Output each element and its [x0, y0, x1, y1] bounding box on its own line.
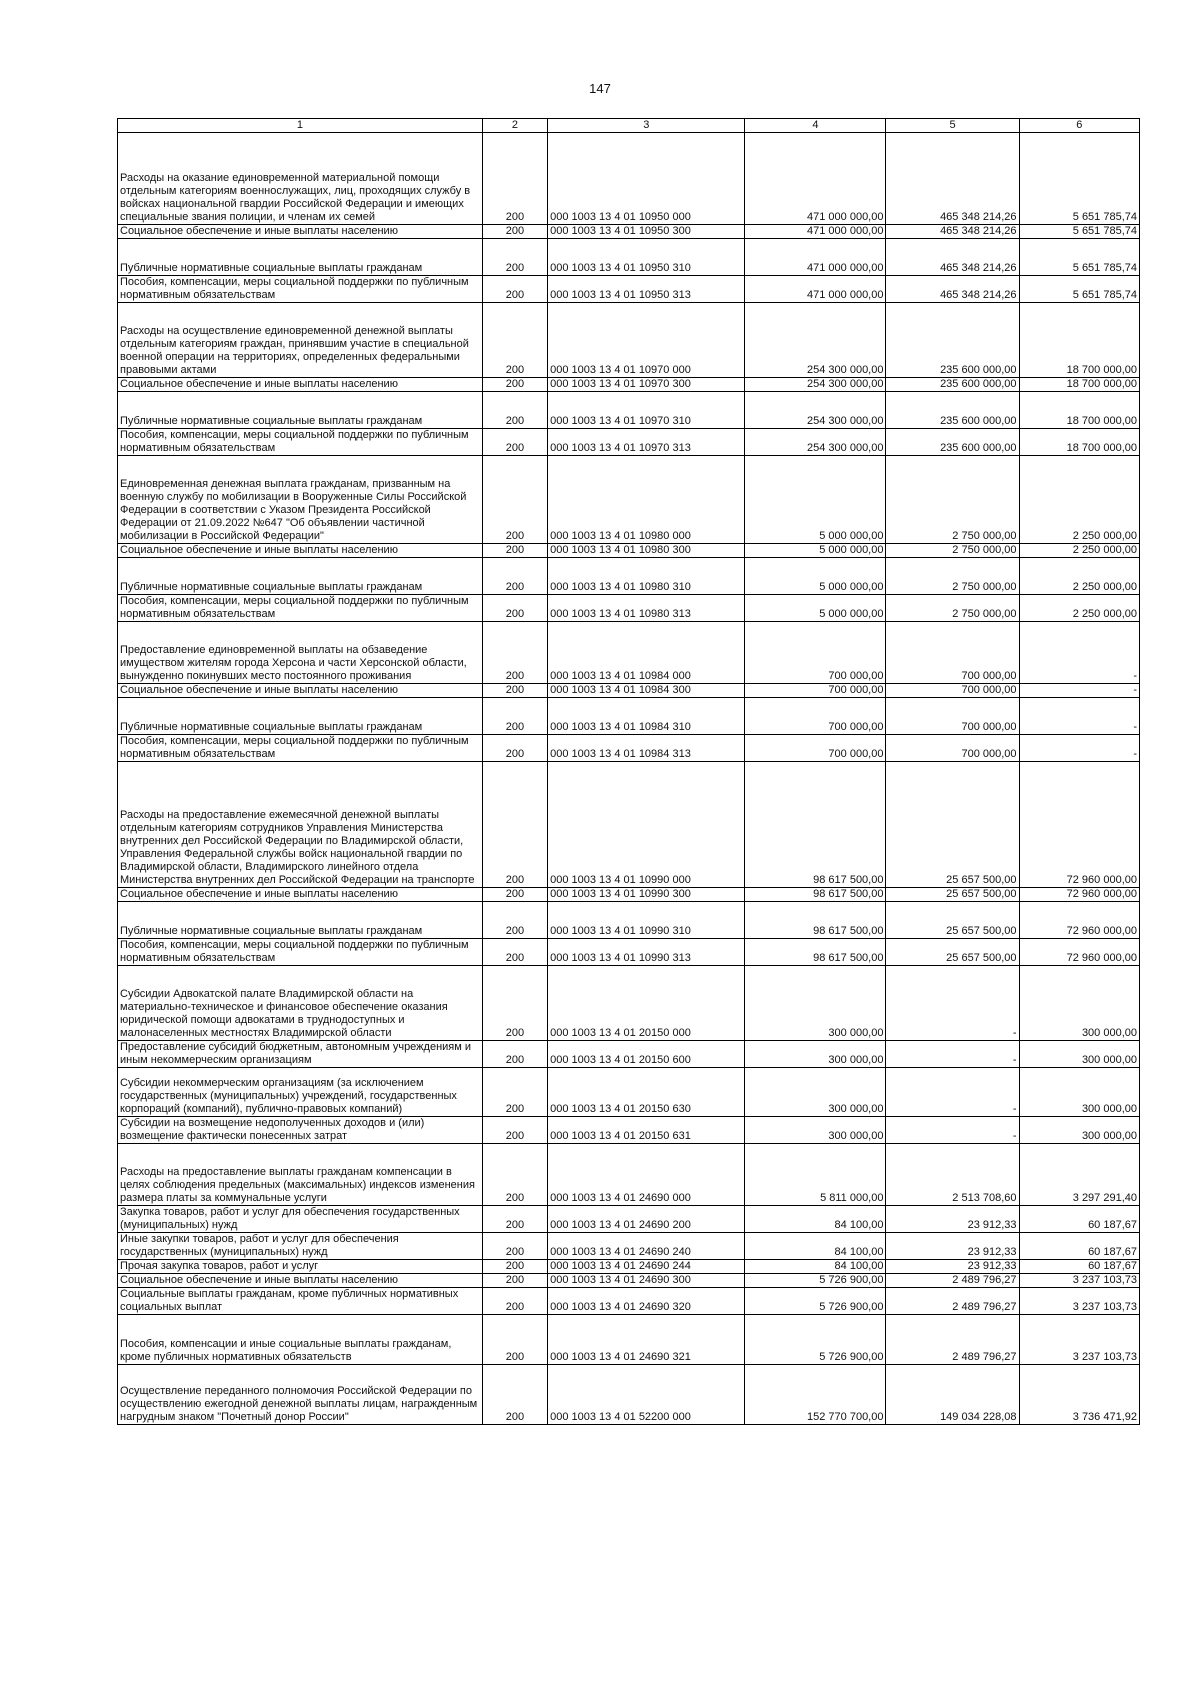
- row-budget-classification: 000 1003 13 4 01 52200 000: [548, 1365, 745, 1425]
- row-code: 200: [482, 225, 547, 239]
- row-code: 200: [482, 303, 547, 378]
- row-budget-classification: 000 1003 13 4 01 10984 313: [548, 735, 745, 762]
- row-description: Расходы на оказание единовременной материальной помощи отдельным категориям военнослужащих, лиц, проходящих службу в войсках национальной гвардии Российской Федерации и имеющих специальные звания полиции, и членам их семей: [118, 133, 483, 225]
- row-code: 200: [482, 1365, 547, 1425]
- table-row: [118, 239, 1140, 276]
- row-value-col6: 2 250 000,00: [1019, 558, 1139, 595]
- page-number: 147: [589, 81, 611, 96]
- row-description: Публичные нормативные социальные выплаты гражданам: [118, 902, 483, 939]
- row-budget-classification: 000 1003 13 4 01 24690 244: [548, 1260, 745, 1274]
- row-value-col4: 152 770 700,00: [745, 1365, 886, 1425]
- row-value-col4: 98 617 500,00: [745, 762, 886, 888]
- row-value-col4: 254 300 000,00: [745, 392, 886, 429]
- row-code: 200: [482, 762, 547, 888]
- row-code: 200: [482, 133, 547, 225]
- row-value-col6: 18 700 000,00: [1019, 303, 1139, 378]
- row-value-col4: 5 000 000,00: [745, 456, 886, 544]
- row-value-col4: 300 000,00: [745, 1041, 886, 1068]
- row-value-col4: 700 000,00: [745, 684, 886, 698]
- row-code: 200: [482, 1117, 547, 1144]
- row-value-col6: 72 960 000,00: [1019, 939, 1139, 966]
- row-value-col4: 5 811 000,00: [745, 1144, 886, 1206]
- row-description: Публичные нормативные социальные выплаты гражданам: [118, 698, 483, 735]
- row-value-col5: 465 348 214,26: [886, 133, 1019, 225]
- row-budget-classification: 000 1003 13 4 01 10970 000: [548, 303, 745, 378]
- row-value-col4: 300 000,00: [745, 966, 886, 1041]
- row-code: 200: [482, 276, 547, 303]
- row-value-col4: 5 726 900,00: [745, 1315, 886, 1365]
- table-row: [118, 225, 1140, 239]
- row-value-col5: 23 912,33: [886, 1206, 1019, 1233]
- row-description: Социальное обеспечение и иные выплаты населению: [118, 544, 483, 558]
- row-budget-classification: 000 1003 13 4 01 24690 000: [548, 1144, 745, 1206]
- row-code: 200: [482, 1041, 547, 1068]
- row-value-col4: 254 300 000,00: [745, 429, 886, 456]
- row-value-col5: 235 600 000,00: [886, 303, 1019, 378]
- table-row: [118, 303, 1140, 378]
- row-value-col5: 235 600 000,00: [886, 429, 1019, 456]
- row-description: Публичные нормативные социальные выплаты гражданам: [118, 392, 483, 429]
- table-row: [118, 1260, 1140, 1274]
- row-value-col6: 3 237 103,73: [1019, 1315, 1139, 1365]
- row-value-col4: 471 000 000,00: [745, 239, 886, 276]
- row-value-col4: 84 100,00: [745, 1206, 886, 1233]
- row-value-col6: 300 000,00: [1019, 1041, 1139, 1068]
- table-row: [118, 966, 1140, 1041]
- row-value-col4: 98 617 500,00: [745, 939, 886, 966]
- row-value-col6: 18 700 000,00: [1019, 378, 1139, 392]
- row-description: Субсидии некоммерческим организациям (за исключением государственных (муниципальных) учреждений, государственных корпораций (компаний), публично-правовых компаний): [118, 1068, 483, 1117]
- budget-table: [117, 118, 1140, 1425]
- table-row: [118, 1365, 1140, 1425]
- table-row: [118, 276, 1140, 303]
- row-code: 200: [482, 698, 547, 735]
- row-value-col6: 72 960 000,00: [1019, 888, 1139, 902]
- table-row: [118, 1274, 1140, 1288]
- row-value-col5: 2 489 796,27: [886, 1315, 1019, 1365]
- row-description: Субсидии на возмещение недополученных доходов и (или) возмещение фактически понесенных затрат: [118, 1117, 483, 1144]
- table-row: [118, 378, 1140, 392]
- row-value-col4: 700 000,00: [745, 698, 886, 735]
- table-header-row: [118, 119, 1140, 133]
- row-value-col4: 254 300 000,00: [745, 303, 886, 378]
- row-value-col6: 3 237 103,73: [1019, 1274, 1139, 1288]
- row-value-col5: 2 513 708,60: [886, 1144, 1019, 1206]
- row-description: Пособия, компенсации и иные социальные выплаты гражданам, кроме публичных нормативных обязательств: [118, 1315, 483, 1365]
- row-budget-classification: 000 1003 13 4 01 10970 310: [548, 392, 745, 429]
- row-code: 200: [482, 456, 547, 544]
- row-value-col5: 2 750 000,00: [886, 456, 1019, 544]
- row-value-col5: 235 600 000,00: [886, 392, 1019, 429]
- row-budget-classification: 000 1003 13 4 01 10984 300: [548, 684, 745, 698]
- row-code: 200: [482, 595, 547, 622]
- row-value-col6: 2 250 000,00: [1019, 595, 1139, 622]
- row-value-col6: 5 651 785,74: [1019, 239, 1139, 276]
- table-row: [118, 735, 1140, 762]
- row-code: 200: [482, 1260, 547, 1274]
- row-value-col4: 471 000 000,00: [745, 276, 886, 303]
- row-description: Публичные нормативные социальные выплаты гражданам: [118, 239, 483, 276]
- row-value-col6: 300 000,00: [1019, 1068, 1139, 1117]
- table-row: [118, 1315, 1140, 1365]
- row-description: Социальное обеспечение и иные выплаты населению: [118, 888, 483, 902]
- row-budget-classification: 000 1003 13 4 01 20150 600: [548, 1041, 745, 1068]
- row-code: 200: [482, 392, 547, 429]
- table-row: [118, 939, 1140, 966]
- row-budget-classification: 000 1003 13 4 01 10980 310: [548, 558, 745, 595]
- column-header: 4: [745, 119, 886, 133]
- row-budget-classification: 000 1003 13 4 01 10990 300: [548, 888, 745, 902]
- table-row: [118, 1117, 1140, 1144]
- row-value-col5: -: [886, 1041, 1019, 1068]
- table-row: [118, 684, 1140, 698]
- row-value-col5: 25 657 500,00: [886, 902, 1019, 939]
- row-code: 200: [482, 1068, 547, 1117]
- row-value-col6: 3 237 103,73: [1019, 1288, 1139, 1315]
- row-value-col5: 2 750 000,00: [886, 595, 1019, 622]
- row-description: Предоставление субсидий бюджетным, автономным учреждениям и иным некоммерческим организациям: [118, 1041, 483, 1068]
- column-header: 3: [548, 119, 745, 133]
- row-value-col5: 149 034 228,08: [886, 1365, 1019, 1425]
- row-value-col5: 700 000,00: [886, 698, 1019, 735]
- table-row: [118, 1068, 1140, 1117]
- row-description: Расходы на предоставление выплаты гражданам компенсации в целях соблюдения предельных (максимальных) индексов изменения размера платы за коммунальные услуги: [118, 1144, 483, 1206]
- row-code: 200: [482, 1315, 547, 1365]
- row-value-col6: -: [1019, 735, 1139, 762]
- row-code: 200: [482, 1288, 547, 1315]
- row-value-col5: -: [886, 966, 1019, 1041]
- row-value-col4: 84 100,00: [745, 1260, 886, 1274]
- row-value-col5: 25 657 500,00: [886, 939, 1019, 966]
- row-budget-classification: 000 1003 13 4 01 24690 321: [548, 1315, 745, 1365]
- row-value-col5: 465 348 214,26: [886, 276, 1019, 303]
- row-value-col5: 25 657 500,00: [886, 888, 1019, 902]
- table-row: [118, 595, 1140, 622]
- row-value-col4: 5 726 900,00: [745, 1274, 886, 1288]
- row-description: Осуществление переданного полномочия Российской Федерации по осуществлению ежегодной денежной выплаты лицам, награжденным нагрудным знаком "Почетный донор России": [118, 1365, 483, 1425]
- row-description: Иные закупки товаров, работ и услуг для обеспечения государственных (муниципальных) нужд: [118, 1233, 483, 1260]
- row-budget-classification: 000 1003 13 4 01 24690 300: [548, 1274, 745, 1288]
- table-row: [118, 622, 1140, 684]
- row-code: 200: [482, 939, 547, 966]
- row-code: 200: [482, 239, 547, 276]
- row-value-col4: 471 000 000,00: [745, 225, 886, 239]
- row-value-col4: 700 000,00: [745, 622, 886, 684]
- table-row: [118, 1041, 1140, 1068]
- row-value-col6: 60 187,67: [1019, 1260, 1139, 1274]
- row-value-col6: 18 700 000,00: [1019, 429, 1139, 456]
- row-value-col6: 72 960 000,00: [1019, 762, 1139, 888]
- row-value-col4: 5 000 000,00: [745, 544, 886, 558]
- row-code: 200: [482, 1144, 547, 1206]
- table-row: [118, 762, 1140, 888]
- row-code: 200: [482, 1233, 547, 1260]
- row-value-col5: 23 912,33: [886, 1233, 1019, 1260]
- row-description: Пособия, компенсации, меры социальной поддержки по публичным нормативным обязательствам: [118, 735, 483, 762]
- row-value-col5: 2 489 796,27: [886, 1288, 1019, 1315]
- row-budget-classification: 000 1003 13 4 01 10970 313: [548, 429, 745, 456]
- row-value-col4: 98 617 500,00: [745, 902, 886, 939]
- table-row: [118, 1144, 1140, 1206]
- row-code: 200: [482, 429, 547, 456]
- row-value-col4: 98 617 500,00: [745, 888, 886, 902]
- table-body: [118, 133, 1140, 1425]
- table-row: [118, 558, 1140, 595]
- row-budget-classification: 000 1003 13 4 01 10984 310: [548, 698, 745, 735]
- row-value-col5: 465 348 214,26: [886, 225, 1019, 239]
- row-budget-classification: 000 1003 13 4 01 10950 300: [548, 225, 745, 239]
- column-header: 6: [1019, 119, 1139, 133]
- row-value-col5: 2 750 000,00: [886, 544, 1019, 558]
- row-code: 200: [482, 735, 547, 762]
- table-row: [118, 1206, 1140, 1233]
- row-budget-classification: 000 1003 13 4 01 10990 313: [548, 939, 745, 966]
- row-value-col5: -: [886, 1068, 1019, 1117]
- table-row: [118, 133, 1140, 225]
- row-value-col6: 18 700 000,00: [1019, 392, 1139, 429]
- row-description: Социальные выплаты гражданам, кроме публичных нормативных социальных выплат: [118, 1288, 483, 1315]
- row-value-col6: 5 651 785,74: [1019, 276, 1139, 303]
- row-budget-classification: 000 1003 13 4 01 20150 000: [548, 966, 745, 1041]
- row-code: 200: [482, 558, 547, 595]
- row-code: 200: [482, 902, 547, 939]
- row-description: Социальное обеспечение и иные выплаты населению: [118, 378, 483, 392]
- row-value-col6: 5 651 785,74: [1019, 133, 1139, 225]
- row-budget-classification: 000 1003 13 4 01 10990 000: [548, 762, 745, 888]
- row-code: 200: [482, 1206, 547, 1233]
- row-value-col6: -: [1019, 698, 1139, 735]
- row-code: 200: [482, 378, 547, 392]
- row-value-col6: 72 960 000,00: [1019, 902, 1139, 939]
- row-description: Пособия, компенсации, меры социальной поддержки по публичным нормативным обязательствам: [118, 276, 483, 303]
- row-code: 200: [482, 1274, 547, 1288]
- row-value-col6: 3 736 471,92: [1019, 1365, 1139, 1425]
- row-budget-classification: 000 1003 13 4 01 24690 200: [548, 1206, 745, 1233]
- row-description: Публичные нормативные социальные выплаты гражданам: [118, 558, 483, 595]
- row-description: Прочая закупка товаров, работ и услуг: [118, 1260, 483, 1274]
- row-value-col4: 5 726 900,00: [745, 1288, 886, 1315]
- row-value-col5: 2 750 000,00: [886, 558, 1019, 595]
- table-row: [118, 902, 1140, 939]
- row-value-col4: 300 000,00: [745, 1068, 886, 1117]
- row-description: Предоставление единовременной выплаты на обзаведение имуществом жителям города Херсона и части Херсонской области, вынужденно покинувших место постоянного проживания: [118, 622, 483, 684]
- row-description: Расходы на осуществление единовременной денежной выплаты отдельным категориям граждан, принявшим участие в специальной военной операции на территориях, определенных федеральными правовыми актами: [118, 303, 483, 378]
- row-value-col6: 300 000,00: [1019, 966, 1139, 1041]
- row-budget-classification: 000 1003 13 4 01 24690 240: [548, 1233, 745, 1260]
- row-value-col5: 2 489 796,27: [886, 1274, 1019, 1288]
- table-row: [118, 392, 1140, 429]
- row-value-col4: 700 000,00: [745, 735, 886, 762]
- row-budget-classification: 000 1003 13 4 01 10950 310: [548, 239, 745, 276]
- row-value-col5: -: [886, 1117, 1019, 1144]
- row-code: 200: [482, 684, 547, 698]
- row-budget-classification: 000 1003 13 4 01 10990 310: [548, 902, 745, 939]
- row-description: Расходы на предоставление ежемесячной денежной выплаты отдельным категориям сотрудников Управления Министерства внутренних дел Российской Федерации по Владимирской области, Управления Федеральной службы войск национальной гвардии по Владимирской области, Владимирского линейного отдела Министерства внутренних дел Российской Федерации на транспорте: [118, 762, 483, 888]
- row-value-col6: -: [1019, 622, 1139, 684]
- row-budget-classification: 000 1003 13 4 01 10970 300: [548, 378, 745, 392]
- row-value-col4: 5 000 000,00: [745, 595, 886, 622]
- row-code: 200: [482, 622, 547, 684]
- table-row: [118, 456, 1140, 544]
- row-description: Пособия, компенсации, меры социальной поддержки по публичным нормативным обязательствам: [118, 429, 483, 456]
- table-row: [118, 1233, 1140, 1260]
- row-code: 200: [482, 544, 547, 558]
- row-budget-classification: 000 1003 13 4 01 10984 000: [548, 622, 745, 684]
- row-value-col6: 300 000,00: [1019, 1117, 1139, 1144]
- row-value-col6: 60 187,67: [1019, 1206, 1139, 1233]
- row-value-col4: 5 000 000,00: [745, 558, 886, 595]
- row-value-col6: 60 187,67: [1019, 1233, 1139, 1260]
- row-value-col5: 23 912,33: [886, 1260, 1019, 1274]
- column-header: 2: [482, 119, 547, 133]
- row-value-col5: 700 000,00: [886, 735, 1019, 762]
- row-value-col6: 3 297 291,40: [1019, 1144, 1139, 1206]
- table-row: [118, 888, 1140, 902]
- row-value-col4: 471 000 000,00: [745, 133, 886, 225]
- row-description: Социальное обеспечение и иные выплаты населению: [118, 1274, 483, 1288]
- row-value-col6: -: [1019, 684, 1139, 698]
- row-description: Закупка товаров, работ и услуг для обеспечения государственных (муниципальных) нужд: [118, 1206, 483, 1233]
- row-budget-classification: 000 1003 13 4 01 24690 320: [548, 1288, 745, 1315]
- table-row: [118, 429, 1140, 456]
- row-code: 200: [482, 888, 547, 902]
- table-row: [118, 698, 1140, 735]
- row-description: Пособия, компенсации, меры социальной поддержки по публичным нормативным обязательствам: [118, 939, 483, 966]
- row-description: Субсидии Адвокатской палате Владимирской области на материально-техническое и финансовое обеспечение оказания юридической помощи адвокатами в труднодоступных и малонаселенных местностях Владимирской области: [118, 966, 483, 1041]
- row-code: 200: [482, 966, 547, 1041]
- row-value-col5: 700 000,00: [886, 684, 1019, 698]
- row-budget-classification: 000 1003 13 4 01 10980 000: [548, 456, 745, 544]
- row-budget-classification: 000 1003 13 4 01 20150 630: [548, 1068, 745, 1117]
- row-value-col6: 2 250 000,00: [1019, 544, 1139, 558]
- row-budget-classification: 000 1003 13 4 01 10980 313: [548, 595, 745, 622]
- row-budget-classification: 000 1003 13 4 01 10950 313: [548, 276, 745, 303]
- row-value-col4: 300 000,00: [745, 1117, 886, 1144]
- row-description: Единовременная денежная выплата гражданам, призванным на военную службу по мобилизации в Вооруженные Силы Российской Федерации в соответствии с Указом Президента Российской Федерации от 21.09.2022 №647 "Об объявлении частичной мобилизации в Российской Федерации": [118, 456, 483, 544]
- table-row: [118, 1288, 1140, 1315]
- row-value-col4: 254 300 000,00: [745, 378, 886, 392]
- row-value-col4: 84 100,00: [745, 1233, 886, 1260]
- row-value-col5: 465 348 214,26: [886, 239, 1019, 276]
- row-value-col6: 5 651 785,74: [1019, 225, 1139, 239]
- row-description: Пособия, компенсации, меры социальной поддержки по публичным нормативным обязательствам: [118, 595, 483, 622]
- row-budget-classification: 000 1003 13 4 01 20150 631: [548, 1117, 745, 1144]
- row-budget-classification: 000 1003 13 4 01 10980 300: [548, 544, 745, 558]
- row-value-col5: 25 657 500,00: [886, 762, 1019, 888]
- column-header: 5: [886, 119, 1019, 133]
- row-value-col5: 700 000,00: [886, 622, 1019, 684]
- table-row: [118, 544, 1140, 558]
- column-header: 1: [118, 119, 483, 133]
- row-value-col6: 2 250 000,00: [1019, 456, 1139, 544]
- row-budget-classification: 000 1003 13 4 01 10950 000: [548, 133, 745, 225]
- row-description: Социальное обеспечение и иные выплаты населению: [118, 684, 483, 698]
- row-description: Социальное обеспечение и иные выплаты населению: [118, 225, 483, 239]
- row-value-col5: 235 600 000,00: [886, 378, 1019, 392]
